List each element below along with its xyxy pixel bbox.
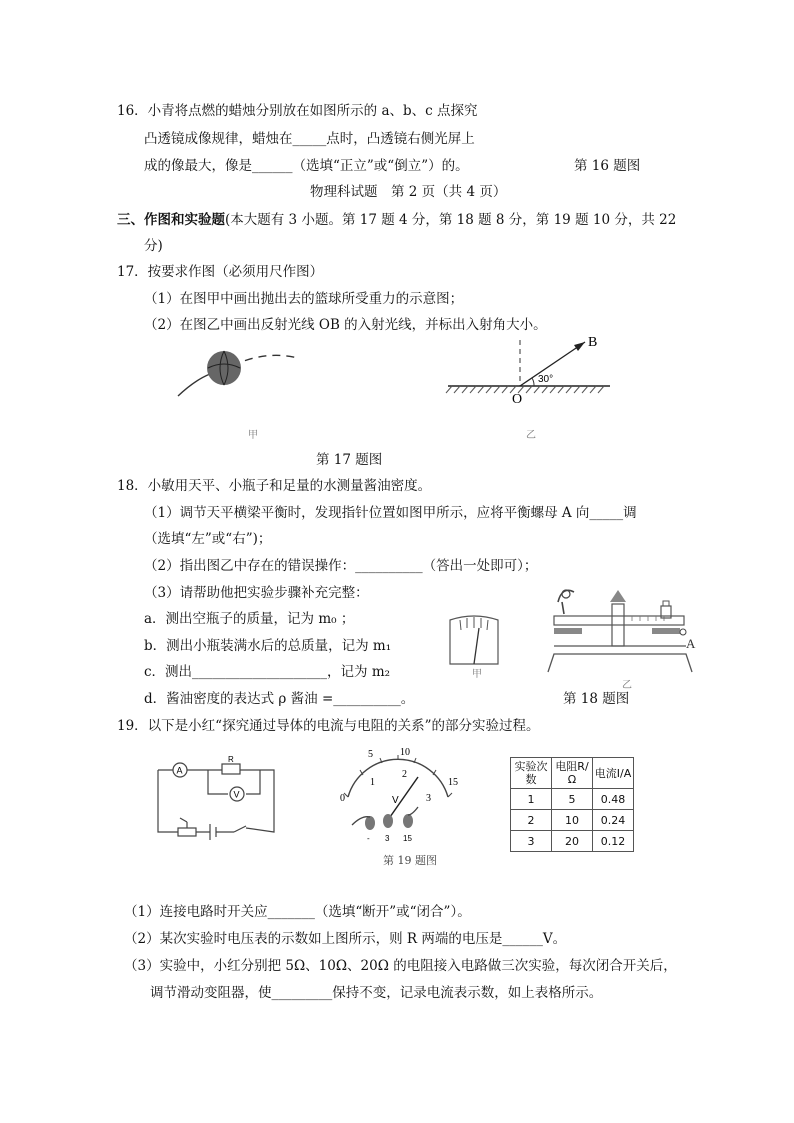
terminal-15: 15 <box>403 834 412 843</box>
trajectory-left <box>178 374 210 396</box>
label-angle: 30° <box>538 374 554 385</box>
resistor-r <box>222 764 240 774</box>
tick-top-15: 15 <box>448 777 458 788</box>
trajectory-dashed <box>232 355 298 366</box>
fig18-b-label: 乙 <box>622 680 632 691</box>
reflection-figure <box>440 332 620 412</box>
balance-pivot <box>610 590 626 602</box>
page-footer: 物理科试题 第 2 页（共 4 页） <box>310 184 507 200</box>
tick-top-5: 5 <box>368 749 373 760</box>
table-cell: 20 <box>552 831 593 852</box>
q18-item2: （2）指出图乙中存在的错误操作：__________（答出一处即可）； <box>144 558 538 574</box>
fig17-a-label: 甲 <box>248 430 258 441</box>
terminal-neg: - <box>367 834 370 843</box>
angle-arc <box>532 378 534 386</box>
table-row <box>511 810 634 831</box>
arrowhead-icon <box>574 342 585 351</box>
q18-step-c: c．测出____________________，记为 m₂ <box>144 664 391 680</box>
voltmeter-dial-figure <box>330 745 465 845</box>
label-a: A <box>686 636 696 651</box>
table-row <box>511 831 634 852</box>
q16-line3: 成的像最大，像是______（选填“正立”或“倒立”）的。 <box>144 158 469 174</box>
q16-line1: 16．小青将点燃的蜡烛分别放在如图所示的 a、b、c 点探究 <box>117 103 478 119</box>
balance-figure <box>540 580 700 680</box>
terminal-3: 3 <box>385 834 390 843</box>
q18-item1b: （选填“左”或“右”)； <box>144 531 272 547</box>
basketball-figure <box>170 338 310 413</box>
header-cell: 电阻R/Ω <box>552 758 593 789</box>
table-cell: 10 <box>552 810 593 831</box>
table-cell: 0.12 <box>593 831 634 852</box>
q18-step-a: a．测出空瓶子的质量，记为 m₀ ； <box>144 611 355 627</box>
ammeter-label: A <box>176 765 183 776</box>
pointer-scale-figure <box>444 608 504 670</box>
data-table <box>510 757 634 852</box>
tick-bottom-2: 2 <box>402 769 407 780</box>
label-o: O <box>512 392 523 407</box>
dial-arc <box>348 759 448 797</box>
table-header-row <box>511 758 634 789</box>
data-table-wrapper <box>510 757 634 852</box>
table-cell: 5 <box>552 789 593 810</box>
q19-title: 19．以下是小红“探究通过导体的电流与电阻的关系”的部分实验过程。 <box>117 718 540 734</box>
q16-fig-label: 第 16 题图 <box>574 158 641 174</box>
q17-title: 17．按要求作图（必须用尺作图） <box>117 264 324 280</box>
terminals-icon <box>365 814 413 830</box>
pointer-needle <box>474 628 479 664</box>
section3-rest: (本大题有 3 小题。第 17 题 4 分，第 18 题 8 分，第 19 题 10 分，共 22 <box>225 212 677 228</box>
q19-item1: （1）连接电路时开关应_______（选填“断开”或“闭合”）。 <box>124 904 471 920</box>
q19-item3: （3）实验中，小红分别把 5Ω、10Ω、20Ω 的电阻接入电路做三次实验，每次闭合开关后， <box>124 958 677 974</box>
section3-cont: 分) <box>144 238 163 254</box>
balance-nut-icon <box>680 629 686 635</box>
dial-unit-v: V <box>392 795 399 806</box>
q18-item1: （1）调节天平横梁平衡时，发现指针位置如图甲所示，应将平衡螺母 A 向_____调 <box>144 505 637 521</box>
right-pan <box>652 628 680 634</box>
fig17-caption: 第 17 题图 <box>316 452 383 468</box>
tick-top-10: 10 <box>400 747 410 758</box>
voltmeter-label: V <box>233 789 240 800</box>
q18-step-d: d．酱油密度的表达式 ρ 酱油 =__________。 <box>144 691 415 707</box>
hand-tweezers-icon <box>558 590 574 614</box>
left-pan <box>554 628 582 634</box>
q17-item1: （1）在图甲中画出抛出去的篮球所受重力的示意图； <box>144 291 464 307</box>
tick-bottom-1: 1 <box>370 777 375 788</box>
table-cell: 0.48 <box>593 789 634 810</box>
q19-item2: （2）某次实验时电压表的示数如上图所示，则 R 两端的电压是______V。 <box>124 931 567 947</box>
balance-beam <box>554 616 684 625</box>
circuit-figure <box>150 752 280 847</box>
table-cell: 3 <box>511 831 552 852</box>
q18-step-b: b．测出小瓶装满水后的总质量，记为 m₁ <box>144 638 392 654</box>
table-cell: 1 <box>511 789 552 810</box>
fig18-caption: 第 18 题图 <box>563 691 630 707</box>
q18-item3: （3）请帮助他把实验步骤补充完整： <box>144 585 369 601</box>
rheostat <box>178 828 196 836</box>
header-cell: 电流I/A <box>593 758 634 789</box>
q16-line2: 凸透镜成像规律，蜡烛在_____点时，凸透镜右侧光屏上 <box>144 131 475 147</box>
label-b: B <box>588 335 598 350</box>
table-cell: 0.24 <box>593 810 634 831</box>
table-cell: 2 <box>511 810 552 831</box>
section3-heading <box>117 210 676 230</box>
basketball-icon <box>207 351 241 385</box>
header-cell: 实验次数 <box>511 758 552 789</box>
q18-title: 18．小敏用天平、小瓶子和足量的水测量酱油密度。 <box>117 478 432 494</box>
fig19-caption: 第 19 题图 <box>383 854 437 867</box>
fig17-b-label: 乙 <box>526 430 536 441</box>
tick-bottom-3: 3 <box>426 793 431 804</box>
balance-base <box>548 654 692 672</box>
resistor-label: R <box>228 755 234 764</box>
q19-item3b: 调节滑动变阻器，使_________保持不变，记录电流表示数，如上表格所示。 <box>150 985 603 1001</box>
switch <box>234 826 246 832</box>
fig18-a-label: 甲 <box>472 669 482 680</box>
section3-title: 三、作图和实验题 <box>117 212 225 228</box>
table-row <box>511 789 634 810</box>
q17-item2: （2）在图乙中画出反射光线 OB 的入射光线，并标出入射角大小。 <box>144 317 547 333</box>
tick-bottom-0: 0 <box>340 793 345 804</box>
